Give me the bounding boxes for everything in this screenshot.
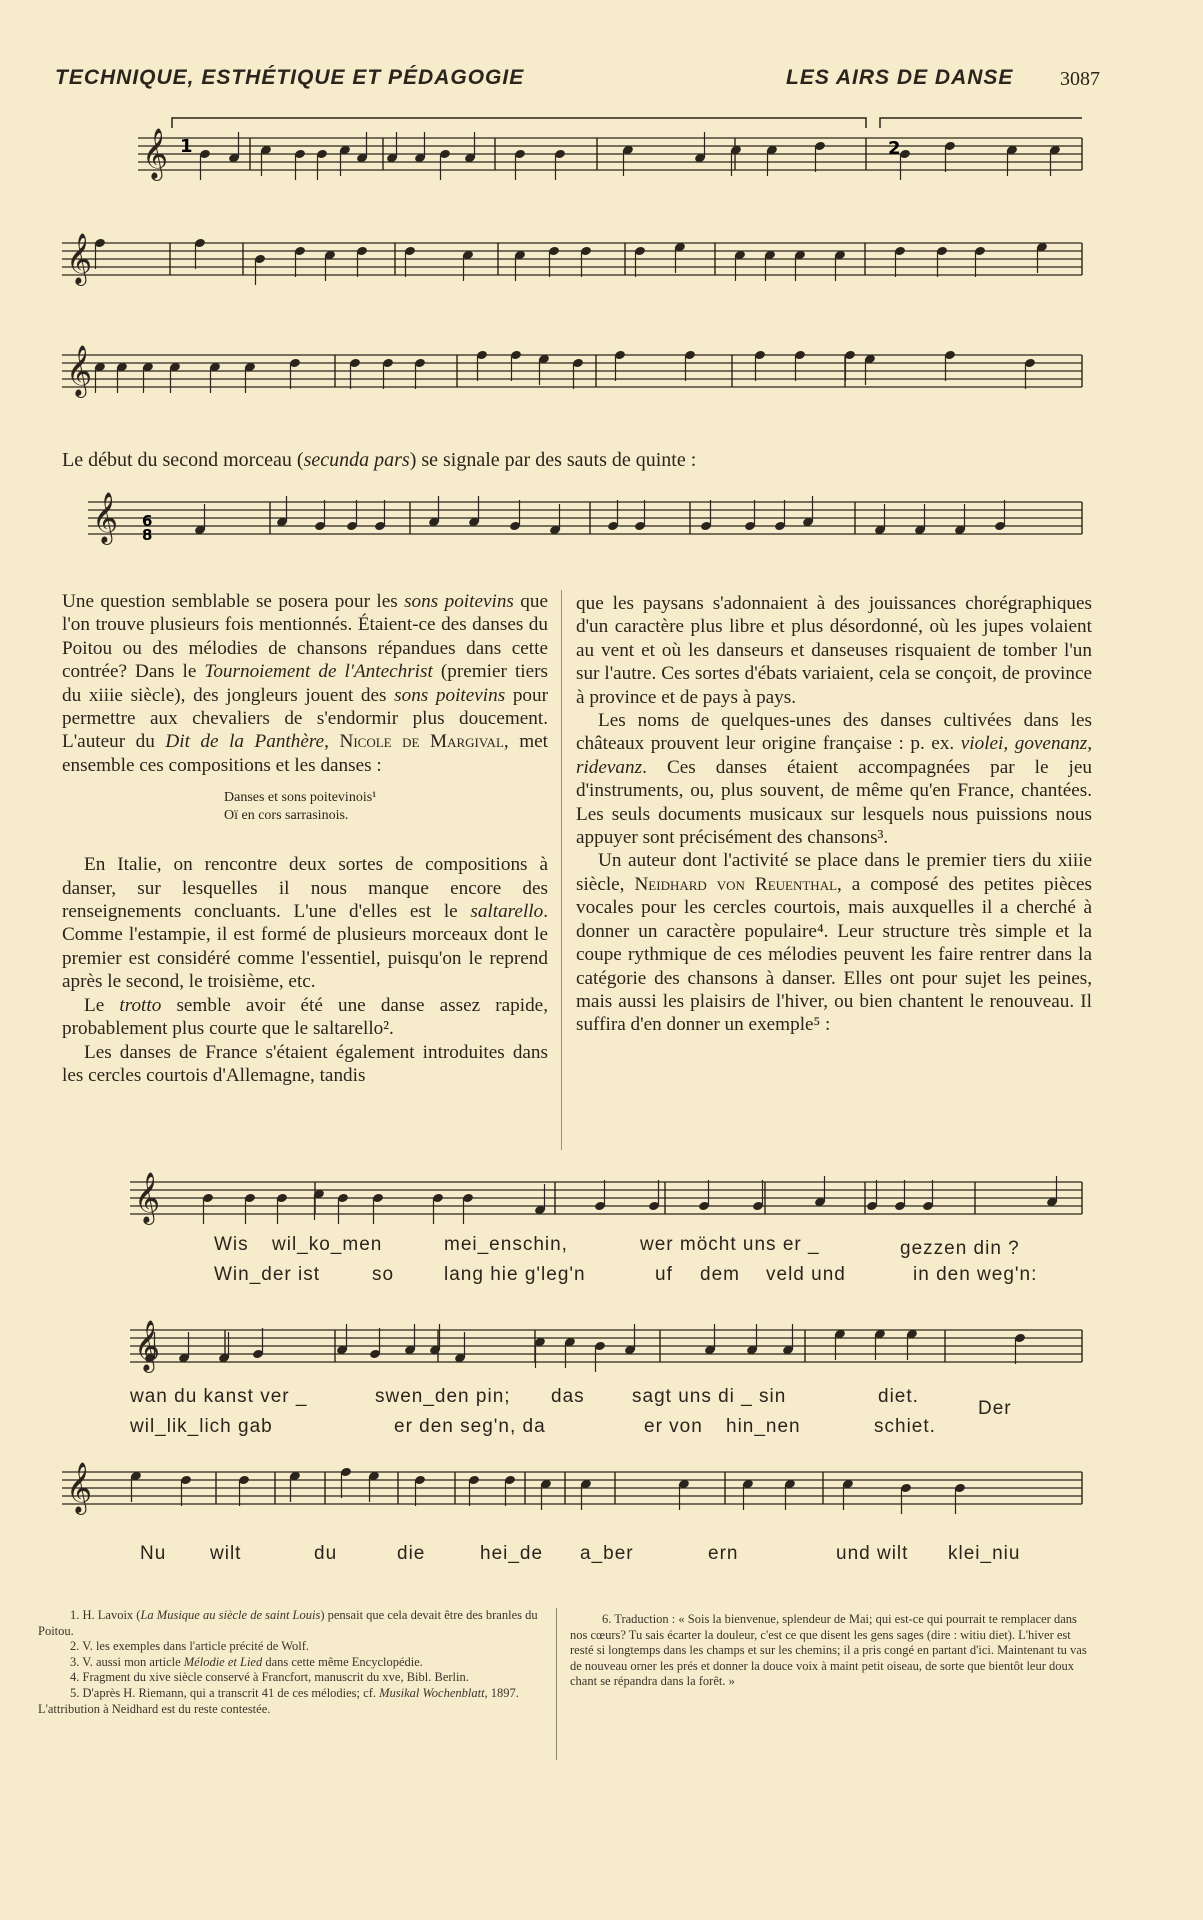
footnote: 6. Traduction : « Sois la bienvenue, splendeur de Mai; qui est-ce qui pourrait te remplacer dans nos cœurs? Tu sais écarter la douleur, c'est ce que disent les gens sages (dire : witiu diet). L'hiver est resté si longtemps dans les champs et sur les chemins; il a pris congé en partant d'ici. Maintenant tu vas de nouveau orner les prés et donner la douce voix à maint petit oiseau, de sorte que bientôt leur doux chant se répandra dans la forêt. »	[570, 1612, 1087, 1689]
treble-clef: 𝄞	[92, 492, 119, 543]
lyric-syllable: ern	[708, 1543, 739, 1564]
lyric-syllable: mei_enschin,	[444, 1234, 568, 1255]
right-column	[576, 592, 1092, 1037]
lyric-syllable: gezzen din ?	[900, 1238, 1020, 1259]
verse-quote: Danses et sons poitevinois¹ Oï en cors sarrasinois.	[224, 790, 377, 824]
page-number: 3087	[1060, 68, 1100, 90]
treble-clef: 𝄞	[134, 1172, 161, 1223]
lyric-syllable: und wilt	[836, 1543, 909, 1564]
running-header-right: LES AIRS DE DANSE	[786, 66, 1014, 89]
left-column	[62, 590, 548, 1087]
lyric-syllable: Der	[978, 1398, 1012, 1419]
paragraph: Le trotto semble avoir été une danse assez rapide, probablement plus courte que le saltarello².	[62, 994, 548, 1040]
lyric-syllable: hei_de	[480, 1543, 544, 1564]
lyric-syllable: er von	[644, 1416, 703, 1437]
lyric-syllable: wer möcht uns er _	[640, 1234, 820, 1255]
paragraph: Les noms de quelques-unes des danses cultivées dans les châteaux prouvent leur origine française : p. ex. violei, govenanz, ridevanz. Ces danses étaient accompagnées par le jeu d'instruments, ou, plus souvent, de même qu'en France, chantées. Les seuls documents musicaux sur lesquels nous puissions nous appuyer sont précisément des chansons³.	[576, 710, 1092, 849]
footnote: 1. H. Lavoix (La Musique au siècle de saint Louis) pensait que cela devait être des branles du Poitou.	[38, 1608, 538, 1638]
lyric-syllable: diet.	[878, 1386, 919, 1407]
lyric-syllable: uf	[655, 1264, 673, 1285]
footnote: 2. V. les exemples dans l'article précité de Wolf.	[70, 1639, 310, 1654]
treble-clef: 𝄞	[66, 1462, 93, 1513]
treble-clef: 𝄞	[134, 1320, 161, 1371]
lyric-syllable: Nu	[140, 1543, 167, 1564]
paragraph: Une question semblable se posera pour les sons poitevins que l'on trouve plusieurs fois mentionnés. Étaient-ce des danses du Poitou ou des mélodies de chansons répandues dans cette contrée? Dans le Tournoiement de l'Antechrist (premier tiers du xiiie siècle), des jongleurs jouent des sons poitevins pour permettre aux chevaliers de s'endormir plus doucement. L'auteur du Dit de la Panthère, Nicole de Margival, met ensemble ces compositions et les danses :	[62, 591, 548, 776]
lyric-syllable: dem	[700, 1264, 740, 1285]
lyric-syllable: wil_lik_lich gab	[130, 1416, 273, 1437]
lyric-syllable: swen_den pin;	[375, 1386, 511, 1407]
paragraph: Les danses de France s'étaient également introduites dans les cercles courtois d'Allemagne, tandis	[62, 1041, 548, 1086]
lyric-syllable: er den seg'n, da	[394, 1416, 546, 1437]
treble-clef: 𝄞	[66, 345, 93, 396]
lyric-syllable: Wis	[214, 1234, 249, 1255]
lyric-syllable: so	[372, 1264, 395, 1285]
paragraph: que les paysans s'adonnaient à des jouissances chorégraphiques d'un caractère plus libre et plus désordonné, où les jupes volaient au vent et où les danseurs et danseuses risquaient de tomber l'un sur l'autre. Ces sortes d'ébats variaient, cela se conçoit, de province à province et de pays à pays.	[576, 593, 1092, 708]
lyric-syllable: schiet.	[874, 1416, 936, 1437]
time-signature-bottom: 8	[142, 526, 153, 544]
lyric-syllable: veld und	[766, 1264, 846, 1285]
lyric-syllable: in den weg'n:	[913, 1264, 1038, 1285]
lyric-syllable: lang hie g'leg'n	[444, 1264, 586, 1285]
treble-clef: 𝄞	[142, 128, 169, 179]
footnote: 4. Fragment du xive siècle conservé à Francfort, manuscrit du xve, Bibl. Berlin.	[70, 1670, 469, 1685]
lyric-syllable: klei_niu	[948, 1543, 1021, 1564]
lyric-syllable: a_ber	[580, 1543, 634, 1564]
time-signature-top: 6	[142, 512, 153, 530]
volta-brackets	[172, 118, 1082, 128]
lyric-syllable: das	[551, 1386, 585, 1407]
ending-1-label: 1	[180, 136, 193, 157]
column-divider	[561, 590, 562, 1150]
ending-2-label: 2	[888, 138, 901, 159]
lyric-syllable: wilt	[210, 1543, 242, 1564]
paragraph: En Italie, on rencontre deux sortes de compositions à danser, sur lesquelles il nous manque encore des renseignements concluants. L'une d'elles est le saltarello. Comme l'estampie, il est formé de plusieurs morceaux dont le premier est considéré comme l'essentiel, puisqu'on le reprend après le second, le troisième, etc.	[62, 854, 548, 993]
lyric-syllable: hin_nen	[726, 1416, 801, 1437]
footnote-divider	[556, 1608, 557, 1760]
lyric-syllable: du	[314, 1543, 338, 1564]
lyric-syllable: sagt uns di _ sin	[632, 1386, 787, 1407]
lyric-syllable: wan du kanst ver _	[130, 1386, 308, 1407]
treble-clef: 𝄞	[66, 233, 93, 284]
footnote: 3. V. aussi mon article Mélodie et Lied dans cette même Encyclopédie.	[70, 1654, 423, 1669]
footnotes-right	[570, 1612, 1092, 1690]
lyric-syllable: wil_ko_men	[272, 1234, 383, 1255]
music-caption: Le début du second morceau (secunda pars) se signale par des sauts de quinte :	[62, 449, 697, 471]
footnotes-left	[38, 1608, 548, 1717]
running-header-left: TECHNIQUE, ESTHÉTIQUE ET PÉDAGOGIE	[55, 66, 525, 89]
footnote: 5. D'après H. Riemann, qui a transcrit 41 de ces mélodies; cf. Musikal Wochenblatt, 1897. L'attribution à Neidhard est du reste contestée.	[38, 1685, 519, 1716]
paragraph: Un auteur dont l'activité se place dans le premier tiers du xiiie siècle, Neidhard von Reuenthal, a composé des petites pièces vocales pour les cercles courtois, mais auxquelles il a cherché à donner un caractère populaire⁴. Leur structure très simple et la coupe rythmique de ces mélodies peuvent les faire rentrer dans la catégorie des chansons à danser. Elles ont pour sujet les peines, mais aussi les plaisirs de l'hiver, ou bien chantent le renouveau. Il suffira d'en donner un exemple⁵ :	[576, 850, 1092, 1036]
lyric-syllable: Win_der ist	[214, 1264, 321, 1285]
lyric-syllable: die	[397, 1543, 426, 1564]
